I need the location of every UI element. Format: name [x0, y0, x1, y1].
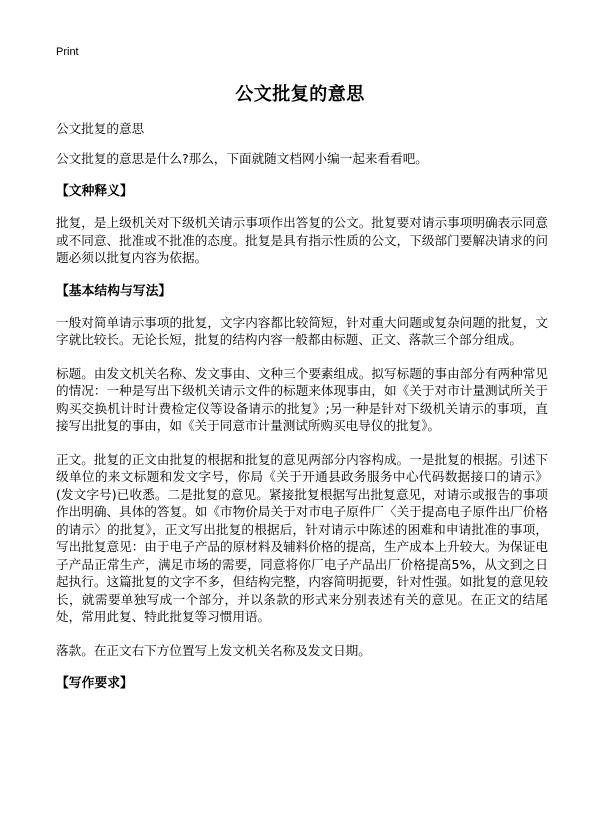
structure-paragraph-overview: 一般对简单请示事项的批复，文字内容都比较简短，针对重大问题或复杂问题的批复，文字就比较长。无论长短，批复的结构内容一般都由标题、正文、落款三个部分组成。 — [56, 314, 548, 347]
section-heading-definition: 【文种释义】 — [56, 184, 133, 199]
document-body — [56, 120, 548, 706]
section-heading-structure: 【基本结构与写法】 — [56, 283, 172, 299]
subtitle: 公文批复的意思 — [56, 121, 145, 136]
page-title: 公文批复的意思 — [235, 84, 365, 105]
print-link[interactable]: Print — [56, 46, 79, 58]
structure-paragraph-signature: 落款。在正文右下方位置写上发文机关名称及发文日期。 — [56, 642, 371, 658]
structure-paragraph-body: 正文。批复的正文由批复的根据和批复的意见两部分内容构成。一是批复的根据。引述下级单位的来文标题和发文字号，你局《关于开通县政务服务中心代码数据接口的请示》(发文字号)已收悉。二是批复的意见。紧接批复根据写出批复意见，对请示或报告的事项作出明确、具体的答复。如《市物价局关于对市电子原件厂〈关于提高电子原件出厂价格的请示〉的批复》，正文写出批复的根据后，针对请示中陈述的困难和申请批准的事项，写出批复意见：由于电子产品的原材料及辅料价格的提高，生产成本上升较大。为保证电子产品正常生产，满足市场的需要，同意将你厂电子产品出厂价格提高5%，从文到之日起执行。这篇批复的文字不多，但结构完整，内容简明扼要，针对性强。如批复的意见较长，就需要单独写成一个部分，并以条款的形式来分别表述有关的意见。在正文的结尾处，常用此复、特此批复等习惯用语。 — [56, 451, 548, 624]
intro-paragraph: 公文批复的意思是什么?那么，下面就随文档网小编一起来看看吧。 — [56, 150, 428, 166]
structure-paragraph-title: 标题。由发文机关名称、发文事由、文种三个要素组成。拟写标题的事由部分有两种常见的情况：一种是写出下级机关请示文件的标题来体现事由，如《关于对市计量测试所关于购买交换机计时计费检定仪等设备请示的批复》;另一种是针对下级机关请示的事项，直接写出批复的事由，如《关于同意市计量测试所购买电导仪的批复》。 — [56, 365, 548, 433]
definition-paragraph: 批复，是上级机关对下级机关请示事项作出答复的公文。批复要对请示事项明确表示同意或不同意、批准或不批准的态度。批复是具有指示性质的公文，下级部门要解决请求的问题必须以批复内容为依据。 — [56, 215, 548, 265]
section-heading-requirements: 【写作要求】 — [56, 676, 133, 691]
